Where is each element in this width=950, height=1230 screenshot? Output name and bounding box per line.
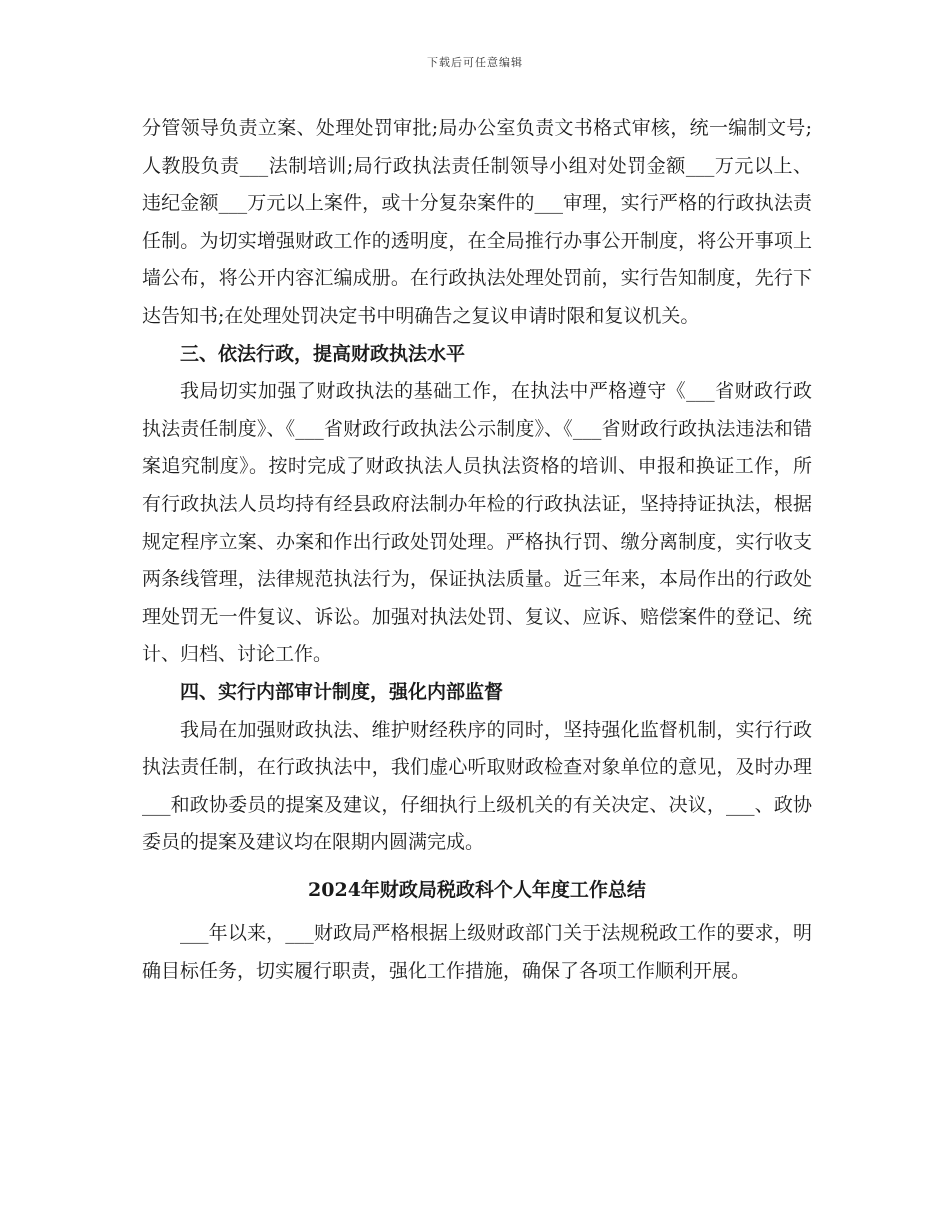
- page-header-note: 下载后可任意编辑: [427, 56, 523, 69]
- document-title: 2024年财政局税政科个人年度工作总结: [308, 878, 646, 901]
- document-body: [142, 110, 812, 991]
- paragraph-law-enforcement: 我局切实加强了财政执法的基础工作，在执法中严格遵守《___省财政行政执法责任制度》、《___省财政行政执法公示制度》、《___省财政行政执法违法和错案追究制度》。按时完成了财政执法人员执法资格的培训、申报和换证工作，所有行政执法人员均持有经县政府法制办年检的行政执法证，坚持持证执法，根据规定程序立案、办案和作出行政处罚处理。严格执行罚、缴分离制度，实行收支两条线管理，法律规范执法行为，保证执法质量。近三年来，本局作出的行政处理处罚无一件复议、诉讼。加强对执法处罚、复议、应诉、赔偿案件的登记、统计、归档、讨论工作。: [142, 380, 812, 666]
- paragraph-approval-procedure: 分管领导负责立案、处理处罚审批;局办公室负责文书格式审核，统一编制文号;人教股负责___法制培训;局行政执法责任制领导小组对处罚金额___万元以上、违纪金额___万元以上案件，或十分复杂案件的___审理，实行严格的行政执法责任制。为切实增强财政工作的透明度，在全局推行办事公开制度，将公开事项上墙公布，将公开内容汇编成册。在行政执法处理处罚前，实行告知制度，先行下达告知书;在处理处罚决定书中明确告之复议申请时限和复议机关。: [142, 117, 812, 327]
- paragraph-internal-audit: 我局在加强财政执法、维护财经秩序的同时，坚持强化监督机制，实行行政执法责任制，在行政执法中，我们虚心听取财政检查对象单位的意见，及时办理___和政协委员的提案及建议，仔细执行上级机关的有关决定、决议，___、政协委员的提案及建议均在限期内圆满完成。: [142, 718, 812, 854]
- section-heading-4: 四、实行内部审计制度，强化内部监督: [180, 680, 504, 703]
- section-heading-3: 三、依法行政，提高财政执法水平: [180, 342, 466, 365]
- paragraph-summary-intro: ___年以来，___财政局严格根据上级财政部门关于法规税政工作的要求，明确目标任务，切实履行职责，强化工作措施，确保了各项工作顺利开展。: [142, 922, 812, 983]
